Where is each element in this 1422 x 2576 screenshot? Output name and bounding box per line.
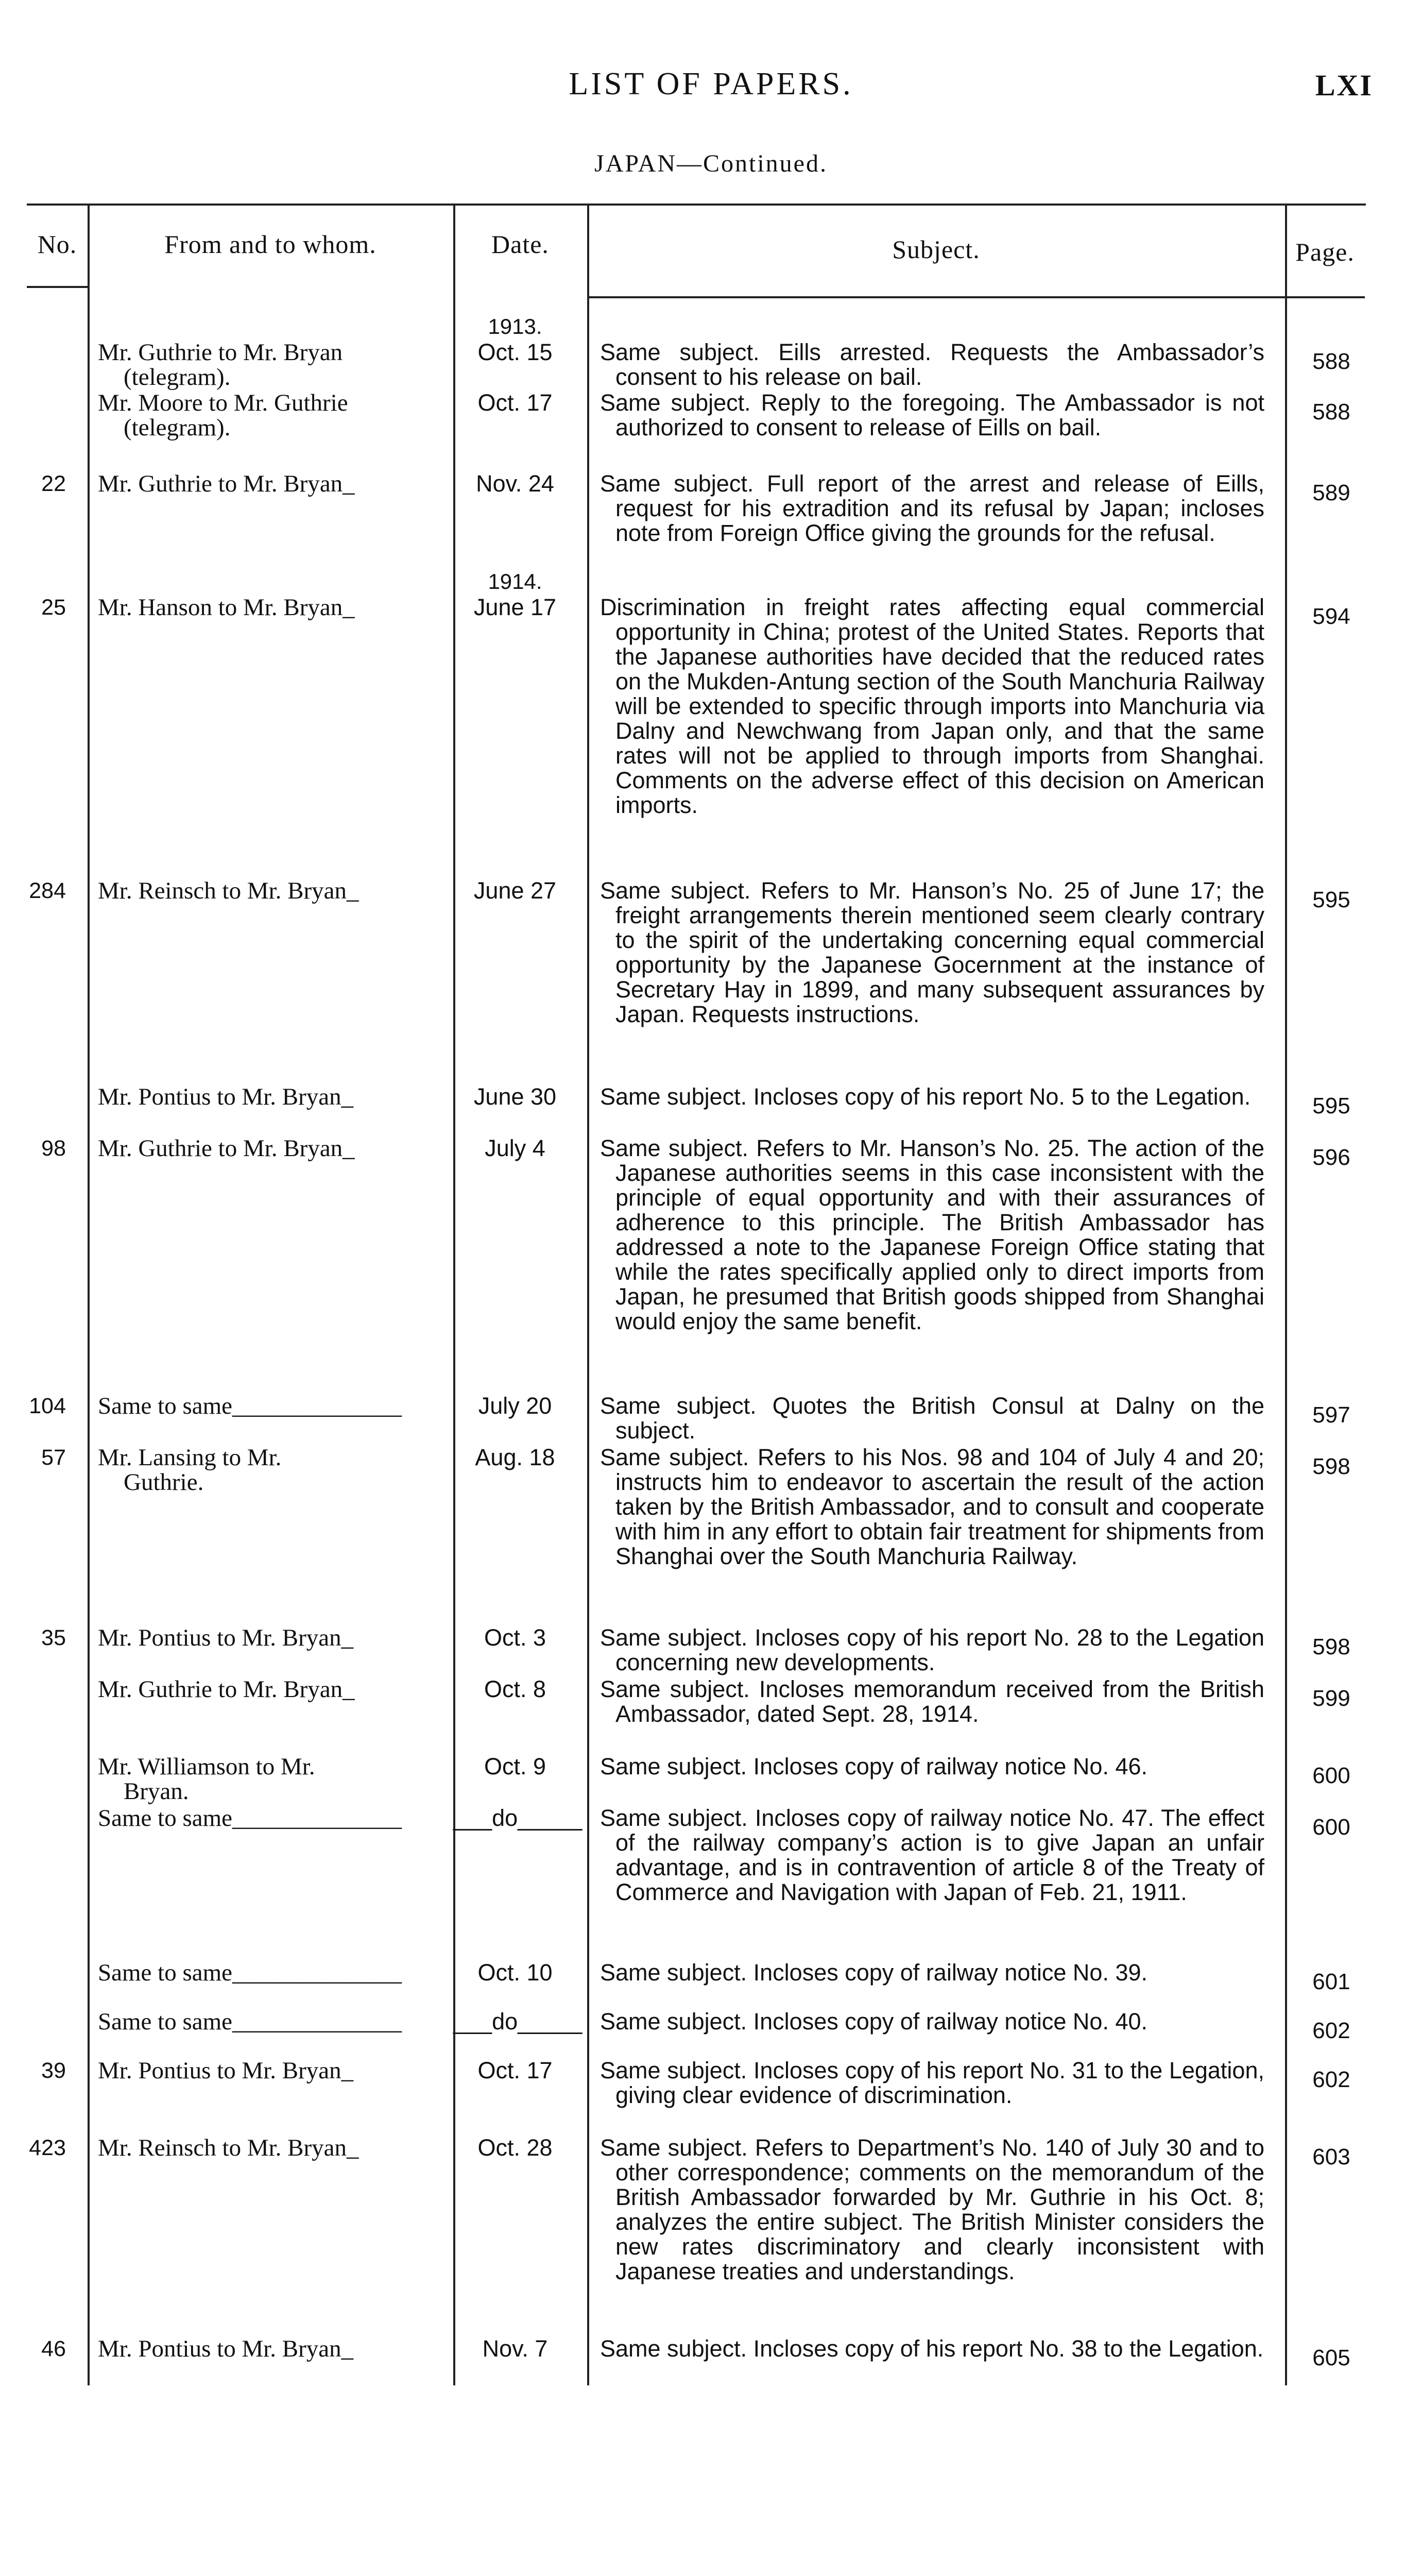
row-from	[98, 1136, 448, 1161]
header-rule-subject	[587, 296, 1285, 298]
row-date: Oct. 17	[477, 2057, 553, 2083]
row-number: 423	[29, 2136, 66, 2160]
row-from	[98, 1677, 448, 1702]
row-from	[98, 2336, 448, 2361]
row-subject: Same subject. Incloses copy of his report No. 31 to the Legation, giving clear evidence of discrimination.	[600, 2057, 1264, 2108]
row-from	[98, 2058, 448, 2083]
row-from	[98, 471, 448, 496]
row-from-line: Mr. Reinsch to Mr. Bryan_	[98, 2134, 359, 2161]
row-subject: Same subject. Refers to Mr. Hanson’s No. 25. The action of the Japanese authorities seems in this case inconsistent with the principle of equal opportunity and with their assurances of adherence to this principle. The British Ambassador has addressed a note to the Japanese Foreign Office stating that while the rates specifically applied only to direct imports from Japan, he presumed that British goods shipped from Shanghai would enjoy the same benefit.	[600, 1135, 1264, 1334]
row-date: Oct. 9	[484, 1753, 546, 1780]
row-from-line: Mr. Guthrie to Mr. Bryan	[98, 339, 343, 366]
row-date: ___do_____	[453, 1805, 582, 1831]
row-from-line: Mr. Guthrie to Mr. Bryan_	[98, 1135, 355, 1162]
row-subject: Same subject. Refers to Department’s No. 140 of July 30 and to other correspondence; comments on the memorandum of the British Ambassador forwarded by Mr. Guthrie in his Oct. 8; analyzes the entire subject. The British Minister considers the new rates discriminatory and clearly inconsistent with Japanese treaties and understandings.	[600, 2134, 1264, 2284]
row-subject: Same subject. Refers to Mr. Hanson’s No. 25 of June 17; the freight arrangements therein mentioned seem clearly contrary to the spirit of the undertaking concerning equal commercial opportunity by the Japanese Gocernment at the instance of Secretary Hay in 1899, and many subsequent assurances by Japan. Requests instructions.	[600, 877, 1264, 1027]
row-from-line: Same to same______________	[98, 1393, 402, 1419]
row-date: June 27	[473, 877, 557, 904]
row-date: Aug. 18	[475, 1444, 555, 1470]
column-header-no: No.	[37, 230, 77, 259]
row-page: 595	[1312, 1093, 1350, 1118]
row-subject: Same subject. Eills arrested. Requests the Ambassador’s consent to his release on bail.	[600, 339, 1264, 390]
row-date: Oct. 17	[477, 389, 553, 416]
row-date: ___do_____	[453, 2008, 582, 2035]
row-from	[98, 2009, 448, 2034]
row-page: 600	[1312, 1815, 1350, 1840]
row-page: 600	[1312, 1763, 1350, 1788]
row-page: 588	[1312, 399, 1350, 425]
row-page: 603	[1312, 2144, 1350, 2170]
row-page: 605	[1312, 2345, 1350, 2370]
row-subject: Same subject. Incloses copy of his report No. 38 to the Legation.	[600, 2335, 1264, 2362]
page-title: LIST OF PAPERS.	[569, 66, 853, 101]
row-number: 46	[41, 2336, 66, 2361]
row-date: Nov. 7	[482, 2335, 548, 2362]
column-header-page: Page.	[1295, 238, 1355, 266]
row-from-continuation: Bryan.	[124, 1778, 189, 1805]
row-from	[98, 391, 448, 440]
row-from-line: Mr. Pontius to Mr. Bryan_	[98, 1624, 354, 1651]
year-label: 1914.	[488, 569, 542, 594]
row-subject: Same subject. Full report of the arrest and release of Eills, request for his extradition and its refusal by Japan; incloses note from Foreign Office giving the grounds for the refusal.	[600, 470, 1264, 546]
row-number: 284	[29, 878, 66, 903]
row-date: June 30	[473, 1083, 557, 1110]
row-from	[98, 1960, 448, 1985]
row-from	[98, 1445, 448, 1495]
row-date: June 17	[473, 594, 557, 620]
row-subject: Same subject. Incloses copy of his report No. 28 to the Legation concerning new developments.	[600, 1624, 1264, 1675]
row-page: 594	[1312, 604, 1350, 629]
row-number: 104	[29, 1394, 66, 1418]
row-from-line: Mr. Lansing to Mr.	[98, 1444, 282, 1471]
row-from-line: Mr. Guthrie to Mr. Bryan_	[98, 1676, 355, 1703]
column-header-date: Date.	[491, 230, 549, 259]
row-page: 599	[1312, 1686, 1350, 1711]
row-from	[98, 2136, 448, 2160]
section-subtitle: JAPAN—Continued.	[594, 150, 828, 177]
row-page: 598	[1312, 1634, 1350, 1659]
row-from	[98, 1625, 448, 1650]
column-header-from: From and to whom.	[164, 230, 376, 259]
row-date: Oct. 28	[477, 2134, 553, 2161]
row-page: 588	[1312, 349, 1350, 374]
row-subject: Same subject. Incloses memorandum received from the British Ambassador, dated Sept. 28, 1914.	[600, 1676, 1264, 1727]
header-rule-no	[27, 286, 88, 288]
row-date: July 20	[478, 1393, 552, 1419]
column-divider-4	[1285, 204, 1287, 2385]
row-from	[98, 878, 448, 903]
row-date: Oct. 3	[484, 1624, 546, 1651]
row-page: 596	[1312, 1145, 1350, 1170]
row-from	[98, 1754, 448, 1804]
row-subject: Same subject. Incloses copy of railway notice No. 47. The effect of the railway company’s action is to give Japan an unfair advantage, and is in contravention of article 8 of the Treaty of Commerce and Navigation with Japan of Feb. 21, 1911.	[600, 1805, 1264, 1905]
row-from-line: Same to same______________	[98, 1959, 402, 1986]
column-divider-3	[587, 204, 589, 2385]
row-from	[98, 595, 448, 620]
row-subject: Same subject. Quotes the British Consul at Dalny on the subject.	[600, 1393, 1264, 1444]
row-number: 35	[41, 1625, 66, 1650]
row-from	[98, 1084, 448, 1109]
row-from-line: Mr. Moore to Mr. Guthrie	[98, 389, 348, 416]
row-number: 25	[41, 595, 66, 620]
row-from-line: Same to same______________	[98, 1805, 402, 1832]
row-page: 601	[1312, 1969, 1350, 1994]
row-subject: Same subject. Incloses copy of his report No. 5 to the Legation.	[600, 1083, 1251, 1110]
row-number: 57	[41, 1445, 66, 1470]
row-from-line: Mr. Williamson to Mr.	[98, 1753, 315, 1780]
row-subject: Same subject. Refers to his Nos. 98 and 104 of July 4 and 20; instructs him to endeavor to ascertain the result of the action taken by the British Ambassador, and to consult and cooperate with him in any effort to obtain fair treatment for shipments from Shanghai over the South Manchuria Railway.	[600, 1444, 1264, 1569]
row-from	[98, 1394, 448, 1418]
row-page: 602	[1312, 2018, 1350, 2043]
row-from-continuation: (telegram).	[124, 414, 231, 441]
row-date: Nov. 24	[476, 470, 554, 497]
row-from-line: Mr. Hanson to Mr. Bryan_	[98, 594, 355, 621]
row-from-continuation: Guthrie.	[124, 1469, 204, 1496]
row-subject: Same subject. Reply to the foregoing. The Ambassador is not authorized to consent to release of Eills on bail.	[600, 389, 1264, 440]
row-from-line: Mr. Guthrie to Mr. Bryan_	[98, 470, 355, 497]
row-number: 22	[41, 471, 66, 496]
row-page: 589	[1312, 480, 1350, 505]
column-divider-1	[88, 204, 90, 2385]
header-rule-page	[1285, 296, 1365, 298]
row-from-line: Mr. Reinsch to Mr. Bryan_	[98, 877, 359, 904]
row-page: 595	[1312, 887, 1350, 912]
row-page: 598	[1312, 1454, 1350, 1479]
row-subject: Same subject. Incloses copy of railway notice No. 40.	[600, 2008, 1148, 2035]
row-date: Oct. 15	[477, 339, 553, 365]
row-from	[98, 340, 448, 389]
row-page: 602	[1312, 2067, 1350, 2092]
column-header-subject: Subject.	[892, 235, 980, 264]
row-from-line: Mr. Pontius to Mr. Bryan_	[98, 1083, 354, 1110]
row-date: Oct. 10	[477, 1959, 553, 1986]
row-from-line: Mr. Pontius to Mr. Bryan_	[98, 2335, 354, 2362]
row-from	[98, 1806, 448, 1831]
row-subject: Same subject. Incloses copy of railway notice No. 39.	[600, 1959, 1148, 1986]
row-date: July 4	[485, 1135, 545, 1161]
row-subject: Same subject. Incloses copy of railway notice No. 46.	[600, 1753, 1148, 1780]
row-page: 597	[1312, 1402, 1350, 1428]
row-subject: Discrimination in freight rates affecting equal commercial opportunity in China; protest of the United States. Reports that the Japanese authorities have decided that the reduced rates on the Mukden-Antung section of the South Manchuria Railway will be extended to specific through imports into Manchuria via Dalny and Newchwang from Japan only, and that the same rates will not be applied to through imports from Shanghai. Comments on the adverse effect of this decision on American imports.	[600, 594, 1264, 818]
row-date: Oct. 8	[484, 1676, 546, 1702]
row-number: 39	[41, 2058, 66, 2083]
row-from-line: Mr. Pontius to Mr. Bryan_	[98, 2057, 354, 2084]
row-number: 98	[41, 1136, 66, 1161]
year-label: 1913.	[488, 314, 542, 338]
row-from-line: Same to same______________	[98, 2008, 402, 2035]
page-number: LXI	[1315, 69, 1373, 102]
row-from-continuation: (telegram).	[124, 364, 231, 391]
table-top-rule	[27, 204, 1366, 206]
